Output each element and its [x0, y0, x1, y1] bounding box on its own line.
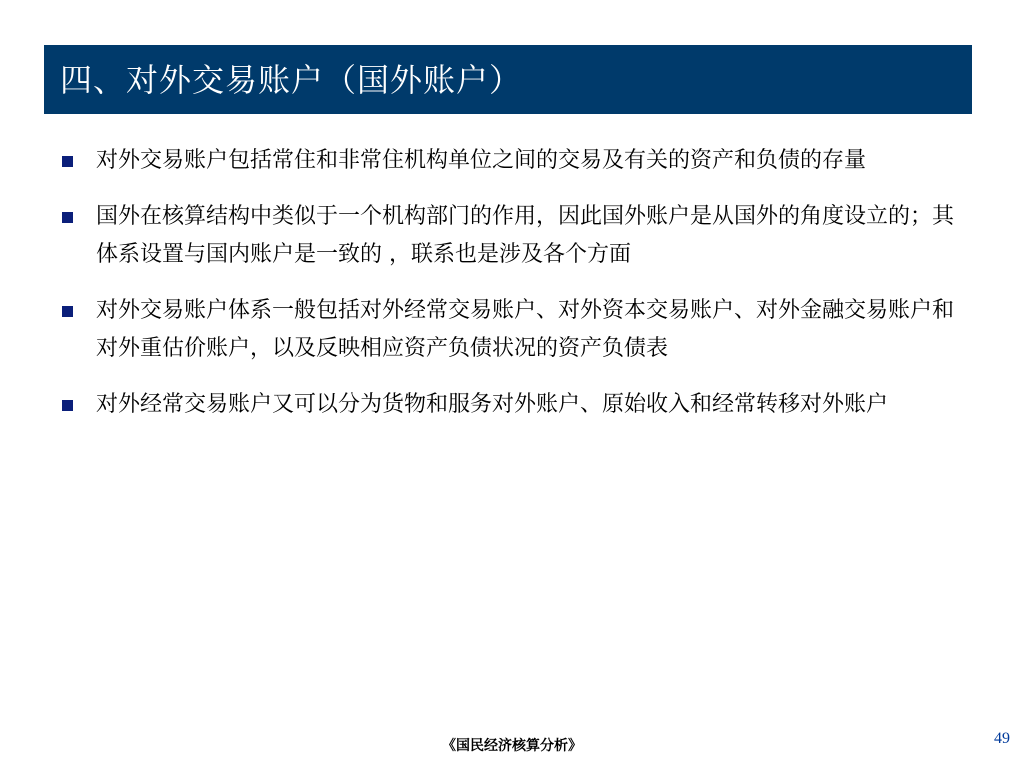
bullet-text: 国外在核算结构中类似于一个机构部门的作用，因此国外账户是从国外的角度设立的；其体系设置与国内账户是一致的 ，联系也是涉及各个方面: [96, 204, 955, 267]
bullet-item: [58, 386, 958, 424]
square-bullet-icon: [62, 400, 73, 411]
slide-title-bar: [44, 45, 972, 114]
bullet-item: [58, 292, 958, 368]
bullet-list: [58, 142, 958, 442]
bullet-item: [58, 198, 958, 274]
footer-book-title: 《国民经济核算分析》: [442, 738, 582, 754]
square-bullet-icon: [62, 306, 73, 317]
slide-title: 四、对外交易账户（国外账户）: [60, 60, 523, 99]
bullet-text: 对外交易账户体系一般包括对外经常交易账户、对外资本交易账户、对外金融交易账户和对外重估价账户，以及反映相应资产负债状况的资产负债表: [96, 298, 955, 361]
square-bullet-icon: [62, 156, 73, 167]
bullet-text: 对外经常交易账户又可以分为货物和服务对外账户、原始收入和经常转移对外账户: [96, 392, 889, 417]
page-number: 49: [994, 730, 1010, 747]
bullet-item: [58, 142, 958, 180]
square-bullet-icon: [62, 212, 73, 223]
bullet-text: 对外交易账户包括常住和非常住机构单位之间的交易及有关的资产和负债的存量: [96, 148, 867, 173]
